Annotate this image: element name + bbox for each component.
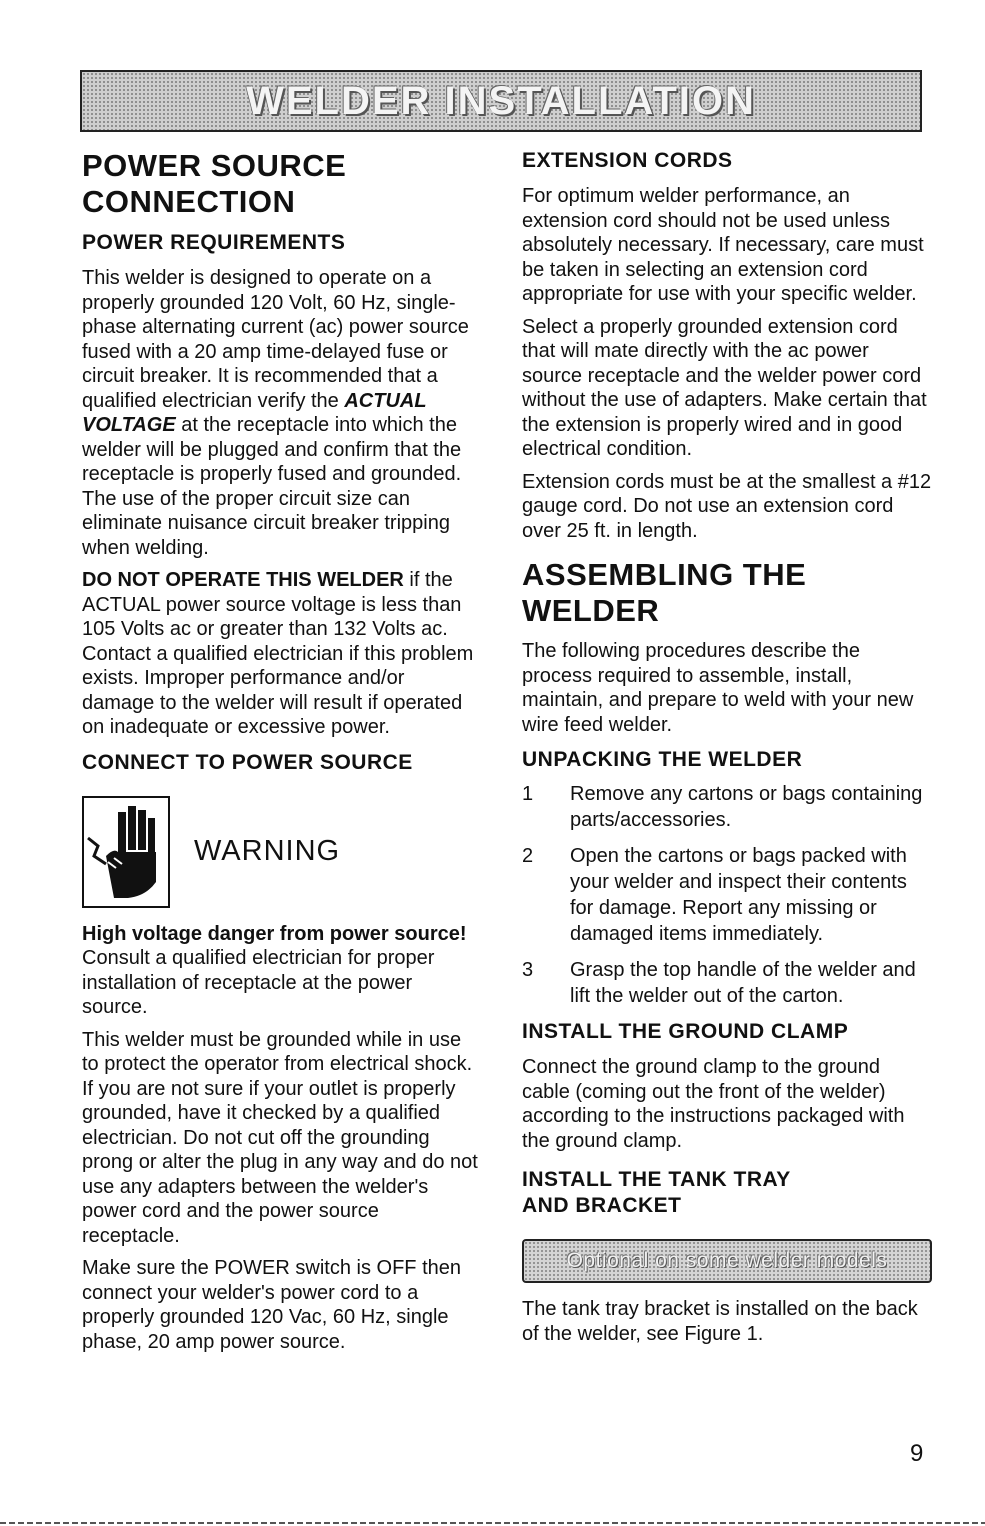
tank-tray-heading-line1: INSTALL THE TANK TRAY [522, 1168, 791, 1191]
warning-label: WARNING [194, 835, 341, 867]
do-not-operate-rest: if the ACTUAL power source voltage is less than 105 Volts ac or greater than 132 Volts ac. Contact a qualified electrician if this problem exists. Improper performance and/or damage to the welder will result if operated on inadequate or excessive power. [82, 569, 474, 738]
step-item [522, 957, 932, 1009]
section-banner [80, 70, 922, 132]
pr-text-1: This welder is designed to operate on a properly grounded 120 Volt, 60 Hz, single-phase alternating current (ac) power source fused with a 20 amp time-delayed fuse or circuit breaker. It is recommended that a qualified electrician verify the [82, 267, 469, 412]
footer-divider [0, 1522, 985, 1524]
power-source-heading-line1: POWER SOURCE [82, 148, 347, 183]
extension-paragraph-1: For optimum welder performance, an extension cord should not be used unless absolutely necessary. If necessary, care must be taken in selecting an extension cord appropriate for use with your specific welder. [522, 185, 924, 305]
ground-clamp-paragraph: Connect the ground clamp to the ground cable (coming out the front of the welder) according to the instructions packaged with the ground clamp. [522, 1056, 905, 1152]
step-item [522, 781, 932, 833]
step-text: Remove any cartons or bags containing parts/accessories. [570, 783, 923, 831]
do-not-operate-paragraph [82, 568, 482, 740]
step-number: 2 [522, 845, 534, 867]
step-number: 3 [522, 959, 534, 981]
step-text: Grasp the top handle of the welder and lift the welder out of the carton. [570, 959, 916, 1007]
electrical-shock-hand-icon [82, 796, 170, 908]
page-number: 9 [910, 1440, 924, 1467]
step-text: Open the cartons or bags packed with your welder and inspect their contents for damage. Report any missing or damaged items immediately. [570, 845, 907, 945]
assembling-paragraph: The following procedures describe the process required to assemble, install, maintain, and prepare to weld with your new wire feed welder. [522, 640, 914, 736]
unpacking-heading: UNPACKING THE WELDER [522, 748, 803, 771]
do-not-operate-bold: DO NOT OPERATE THIS WELDER [82, 569, 404, 591]
optional-models-label: Optional on some welder models [566, 1249, 888, 1272]
banner-title: WELDER INSTALLATION [246, 78, 756, 123]
assembling-heading-line1: ASSEMBLING THE [522, 557, 807, 592]
power-switch-paragraph: Make sure the POWER switch is OFF then connect your welder's power cord to a properly grounded 120 Vac, 60 Hz, single phase, 20 amp power source. [82, 1257, 461, 1353]
pr-text-2: at the receptacle into which the welder will be plugged and confirm that the receptacle is properly fused and grounded. The use of the proper circuit size can eliminate nuisance circuit breaker tripping when welding. [82, 414, 462, 559]
right-column [522, 148, 932, 1346]
assembling-heading-line2: WELDER [522, 593, 660, 628]
high-voltage-bold: High voltage danger from power source! [82, 922, 467, 945]
actual-voltage-emphasis: ACTUAL VOLTAGE [82, 389, 427, 436]
warning-block [82, 796, 482, 908]
extension-paragraph-2: Select a properly grounded extension cord that will mate directly with the ac power source receptacle and the welder power cord without the use of adapters. Make certain that the extension is properly wired and in good electrical condition. [522, 315, 927, 460]
extension-paragraph-3: Extension cords must be at the smallest a #12 gauge cord. Do not use an extension cord over 25 ft. in length. [522, 470, 932, 542]
ground-clamp-heading: INSTALL THE GROUND CLAMP [522, 1020, 849, 1043]
extension-cords-heading: EXTENSION CORDS [522, 149, 733, 172]
power-source-heading-line2: CONNECTION [82, 184, 296, 219]
grounded-paragraph: This welder must be grounded while in use to protect the operator from electrical shock. If you are not sure if your outlet is properly grounded, have it checked by a qualified electrician. Do not cut off the grounding prong or alter the plug in any way and do not use any adapters between the welder's power cord and the power source receptacle. [82, 1028, 478, 1247]
left-column [82, 148, 482, 1354]
optional-models-badge [522, 1239, 932, 1283]
step-number: 1 [522, 783, 534, 805]
power-requirements-paragraph [82, 266, 482, 560]
tank-tray-paragraph: The tank tray bracket is installed on the back of the welder, see Figure 1. [522, 1298, 918, 1345]
high-voltage-rest: Consult a qualified electrician for proper installation of receptacle at the power source. [82, 947, 435, 1018]
power-requirements-heading: POWER REQUIREMENTS [82, 231, 346, 254]
unpacking-steps [522, 781, 932, 1009]
high-voltage-paragraph [82, 922, 482, 1020]
step-item [522, 843, 932, 947]
connect-power-heading: CONNECT TO POWER SOURCE [82, 750, 413, 774]
tank-tray-heading-line2: AND BRACKET [522, 1194, 682, 1217]
